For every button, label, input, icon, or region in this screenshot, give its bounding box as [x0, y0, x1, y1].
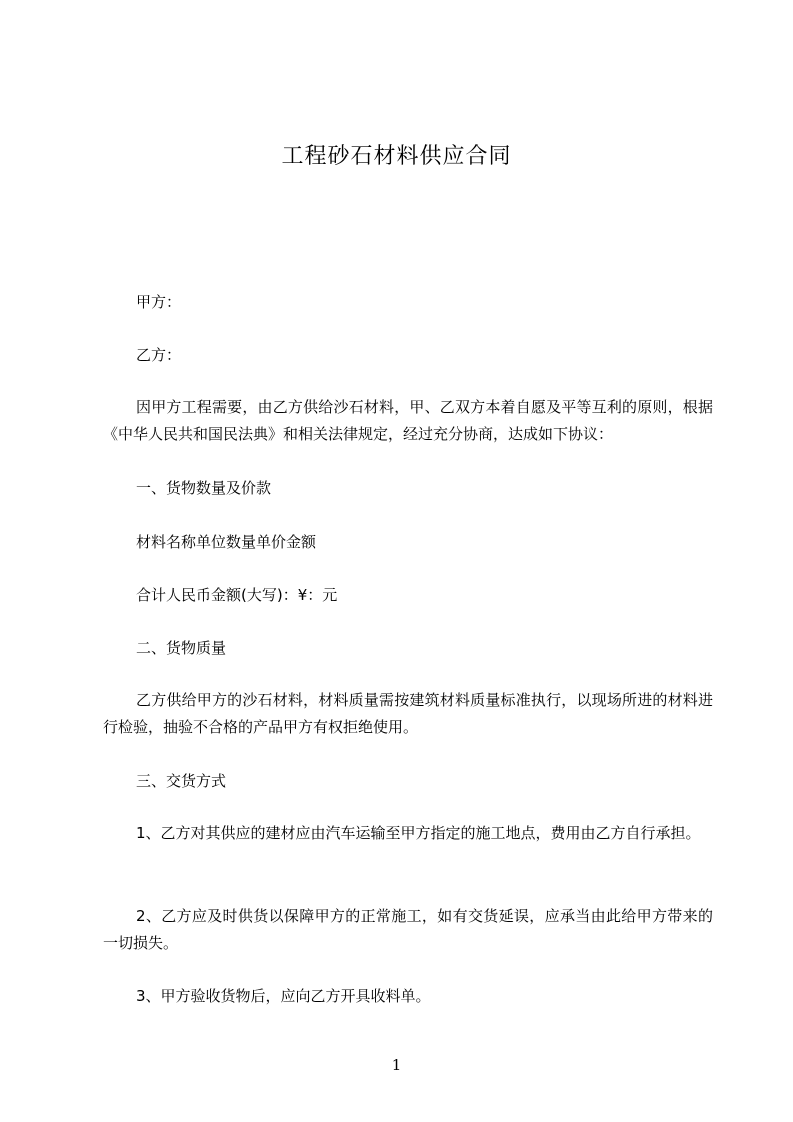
delivery-item: 3、甲方验收货物后，应向乙方开具收料单。	[136, 987, 431, 1005]
party-b-label: 乙方：	[136, 346, 182, 364]
delivery-item: 2、乙方应及时供货以保障甲方的正常施工，如有交货延误，应承当由此给甲方带来的一切损失。	[103, 907, 713, 952]
section-2-heading: 二、货物质量	[136, 639, 227, 657]
total-amount-line: 合计人民币金额(大写)：¥：元	[136, 586, 338, 604]
document-title: 工程砂石材料供应合同	[281, 144, 512, 169]
preamble-paragraph: 因甲方工程需要，由乙方供给沙石材料，甲、乙双方本着自愿及平等互利的原则，根据《中华人民共和国民法典》和相关法律规定，经过充分协商，达成如下协议：	[103, 398, 713, 443]
page-number: 1	[391, 1056, 402, 1074]
material-table-header: 材料名称单位数量单价金额	[136, 533, 317, 551]
section-3-heading: 三、交货方式	[136, 772, 227, 790]
section-1-heading: 一、货物数量及价款	[136, 479, 272, 497]
party-a-label: 甲方：	[136, 293, 182, 311]
delivery-item: 1、乙方对其供应的建材应由汽车运输至甲方指定的施工地点，费用由乙方自行承担。	[136, 824, 701, 842]
quality-paragraph: 乙方供给甲方的沙石材料，材料质量需按建筑材料质量标准执行，以现场所进的材料进行检验，抽验不合格的产品甲方有权拒绝使用。	[103, 691, 713, 736]
